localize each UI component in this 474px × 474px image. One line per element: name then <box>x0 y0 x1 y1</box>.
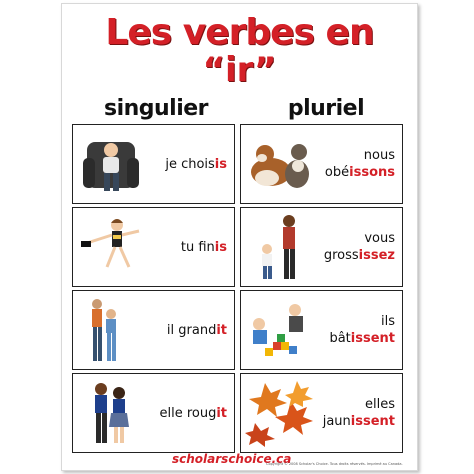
verb-text: je choisis <box>165 156 227 172</box>
verb-text: nous obéissons <box>324 148 395 180</box>
verb-text: elle rougit <box>159 405 227 421</box>
boy-whispering-to-girl-image <box>77 377 149 449</box>
verb-text: elles jaunissent <box>322 397 395 429</box>
child-and-adult-image <box>245 211 317 283</box>
verb-text: vous grossissez <box>323 231 395 263</box>
verb-card-vous-grossissez <box>240 207 403 287</box>
verb-text: tu finis <box>180 239 227 255</box>
two-dogs-image <box>245 128 317 200</box>
scholars-choice-logo: scholarschoice.ca <box>172 452 292 466</box>
verb-card-elles-jaunissent <box>240 373 403 453</box>
poster-title: Les verbes en <box>105 12 374 53</box>
poster <box>61 3 418 471</box>
two-kids-standing-image <box>77 294 149 366</box>
verb-card-il-grandit <box>72 290 235 370</box>
girl-jumping-image <box>77 211 149 283</box>
kids-building-blocks-image <box>245 294 317 366</box>
column-heading-plural: pluriel <box>287 96 365 121</box>
autumn-leaves-image <box>245 377 317 449</box>
verb-card-elle-rougit <box>72 373 235 453</box>
boy-in-armchair-image <box>77 128 149 200</box>
verb-text: ils bâtissent <box>329 314 395 346</box>
copyright-notice: Copyright © 2008 Scholar's Choice. Tous droits réservés. Imprimé au Canada. <box>266 462 403 466</box>
column-heading-singular: singulier <box>103 96 209 121</box>
poster-title-ir: “ir” <box>202 50 277 90</box>
verb-card-je-choisis <box>72 124 235 204</box>
verb-card-nous-obeissons <box>240 124 403 204</box>
verb-card-tu-finis <box>72 207 235 287</box>
verb-card-ils-batissent <box>240 290 403 370</box>
verb-text: il grandit <box>166 322 227 338</box>
